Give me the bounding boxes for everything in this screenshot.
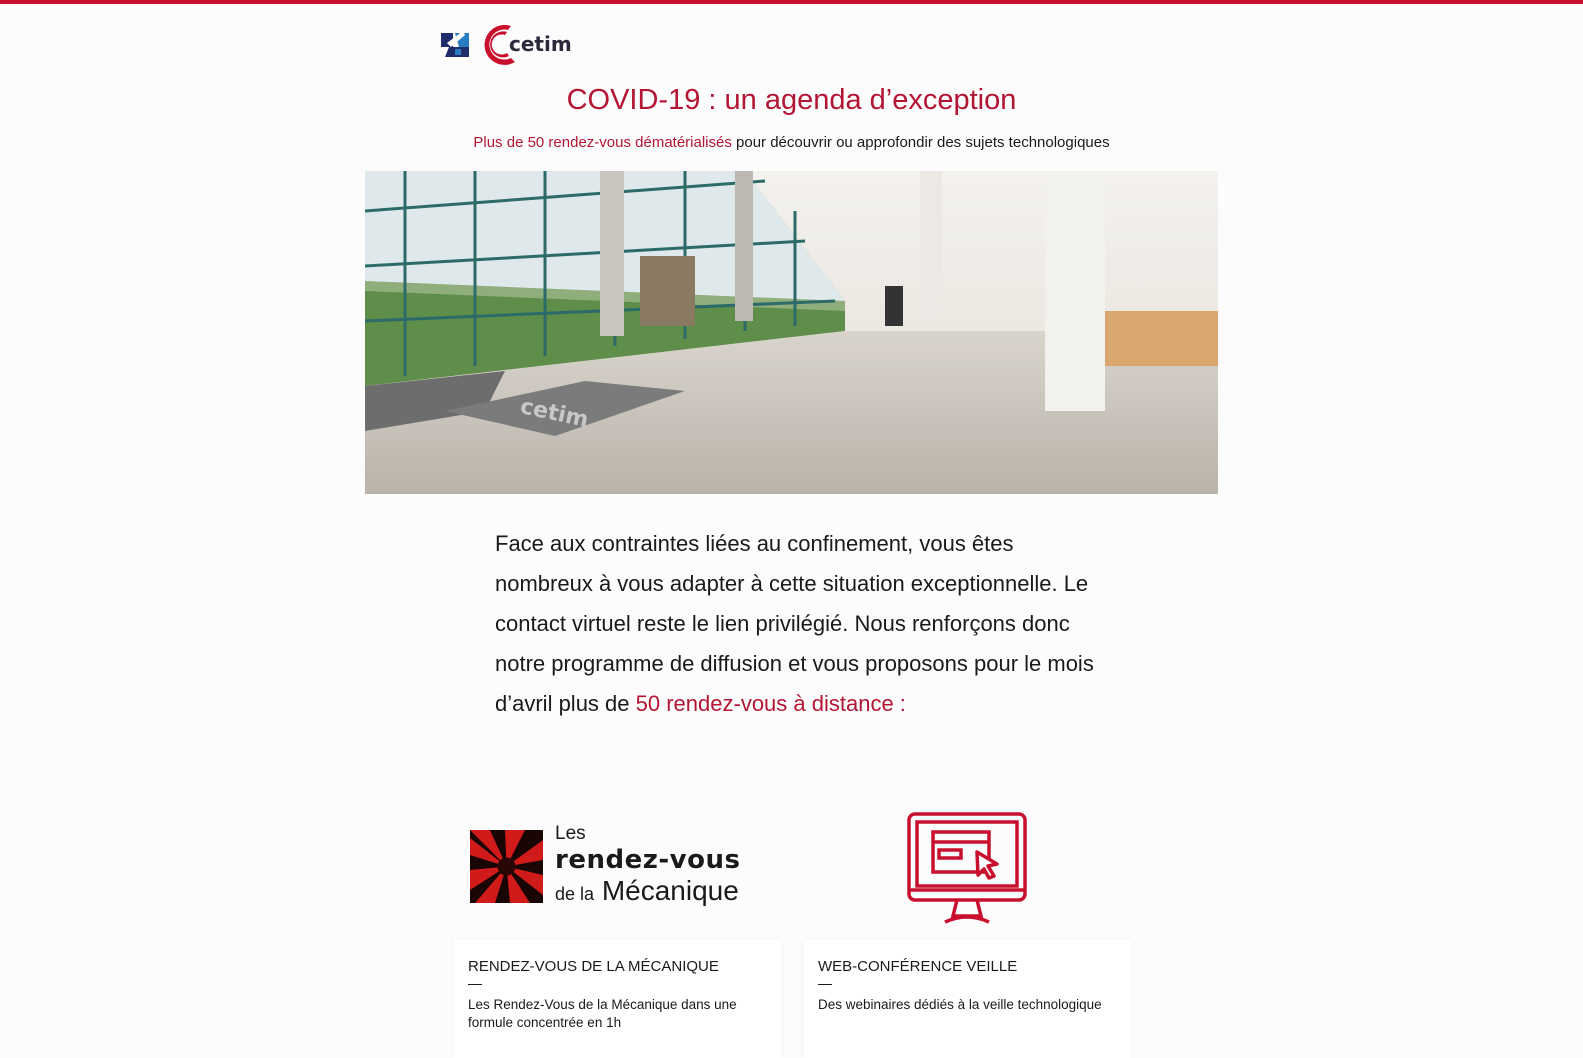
hero-lobby-image bbox=[365, 171, 1218, 494]
computer-click-icon[interactable] bbox=[907, 812, 1027, 927]
card-rendez-vous-mecanique[interactable] bbox=[454, 940, 781, 1058]
card-web-conference-veille[interactable] bbox=[804, 940, 1131, 1058]
intro-text: Face aux contraintes liées au confinement, vous êtes nombreux à vous adapter à cette situation exceptionnelle. Le contact virtuel reste le lien privilégié. Nous renforçons donc notre programme de diffusion et vous proposons pour le mois d’avril plus de bbox=[495, 531, 1094, 716]
rdv-logo-sub-small: de la bbox=[555, 884, 595, 904]
page-subtitle bbox=[0, 134, 1583, 151]
intro-paragraph bbox=[495, 524, 1105, 724]
rdv-logo-sub-big: Mécanique bbox=[601, 875, 739, 906]
rdv-logo-les: Les bbox=[555, 823, 586, 844]
card-divider bbox=[468, 984, 482, 985]
card-description: Les Rendez-Vous de la Mécanique dans une formule concentrée en 1h bbox=[468, 997, 737, 1030]
cetim-logo[interactable] bbox=[481, 22, 572, 66]
subtitle-rest: pour découvrir ou approfondir des sujets technologiques bbox=[731, 134, 1110, 151]
card-title: WEB-CONFÉRENCE VEILLE bbox=[818, 958, 1018, 975]
card-title: RENDEZ-VOUS DE LA MÉCANIQUE bbox=[468, 958, 719, 975]
card-description: Des webinaires dédiés à la veille technologique bbox=[818, 997, 1102, 1012]
page-title: COVID-19 : un agenda d’exception bbox=[566, 84, 1017, 116]
rdv-logo-main: rendez-vous bbox=[555, 845, 741, 875]
rendez-vous-mecanique-logo[interactable] bbox=[470, 825, 770, 915]
rdv-logo-sub bbox=[555, 875, 739, 907]
top-accent-bar bbox=[0, 0, 1583, 4]
header-logos bbox=[441, 20, 572, 68]
red-spiral-icon bbox=[470, 830, 543, 903]
subtitle-highlight: Plus de 50 rendez-vous dématérialisés bbox=[473, 134, 732, 151]
partner-logo-icon[interactable] bbox=[441, 29, 471, 59]
card-divider bbox=[818, 984, 832, 985]
hero-mat-text: cetim bbox=[518, 394, 591, 433]
cetim-wordmark: cetim bbox=[509, 32, 572, 56]
intro-highlight: 50 rendez-vous à distance : bbox=[635, 691, 906, 716]
